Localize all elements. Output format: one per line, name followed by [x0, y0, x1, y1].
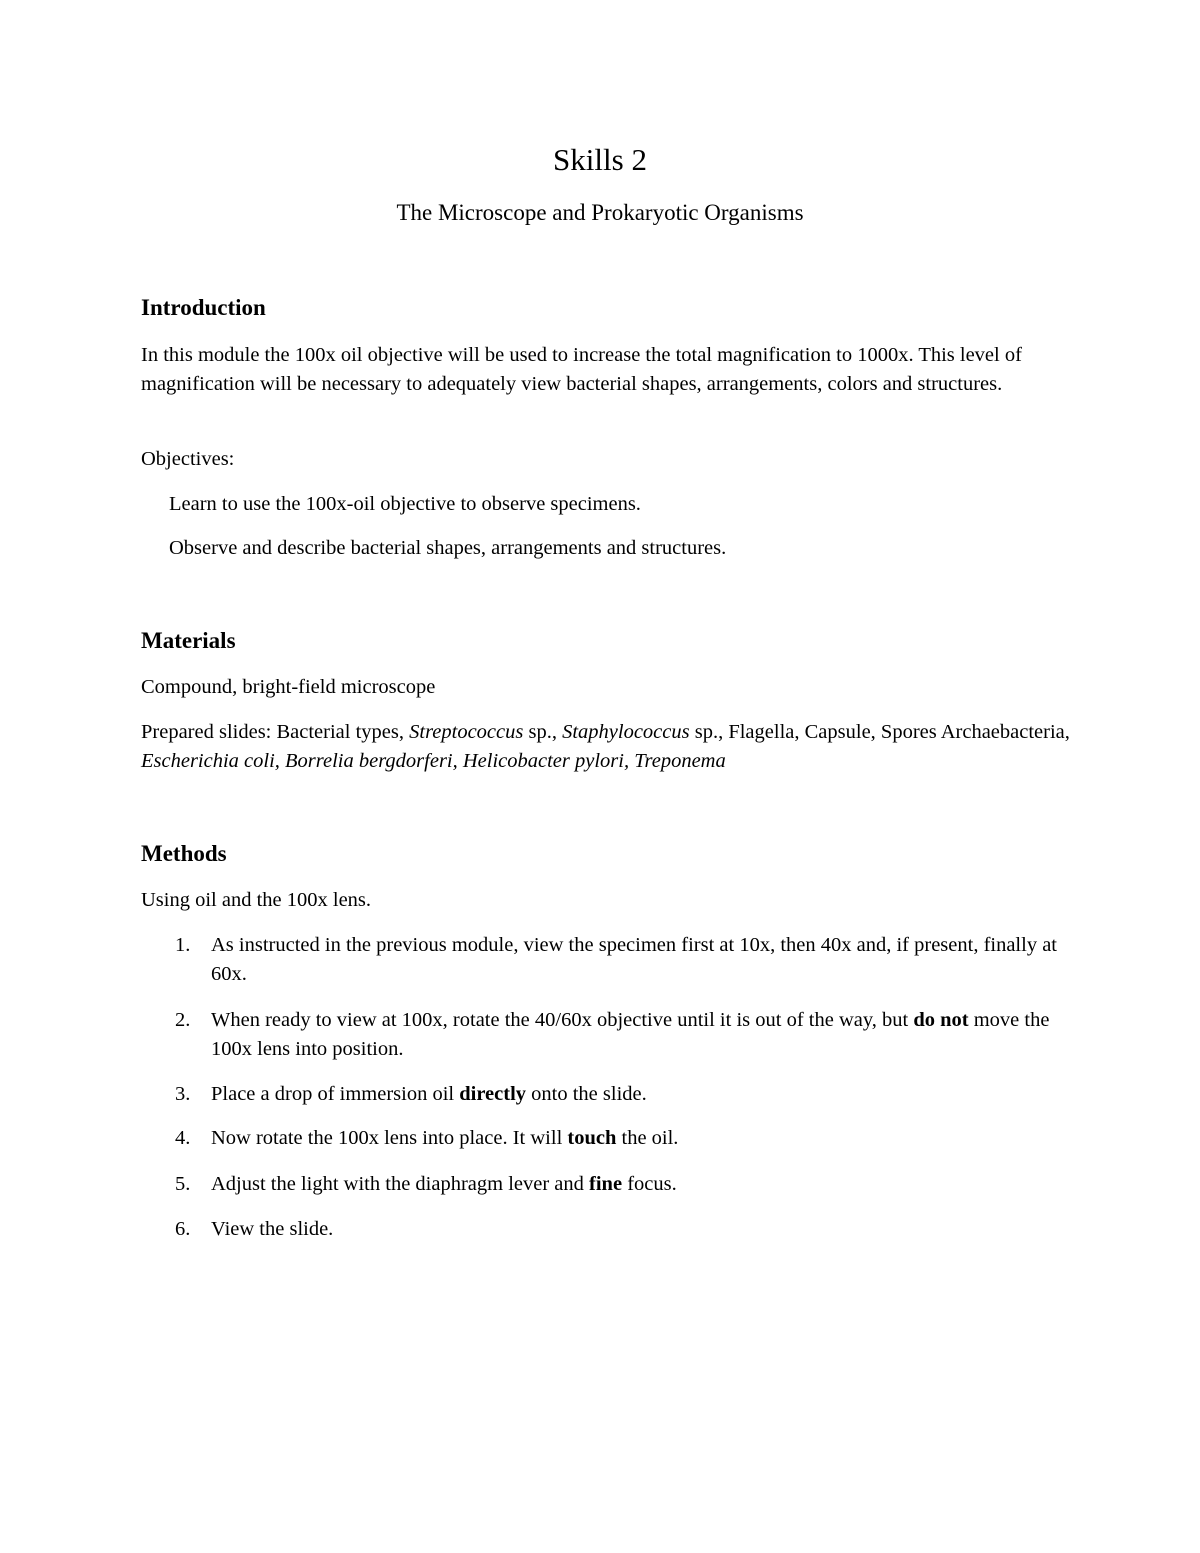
methods-heading: Methods: [141, 841, 227, 866]
step-text: [211, 1170, 1061, 1199]
materials-microscope: Compound, bright-field microscope: [141, 676, 436, 698]
organism-streptococcus: Streptococcus: [409, 721, 524, 743]
introduction-heading: Introduction: [141, 295, 266, 320]
step-text: [211, 1215, 1061, 1244]
step-text: [211, 1124, 1061, 1153]
slides-prefix: Prepared slides: Bacterial types,: [141, 721, 410, 743]
step-text-part: the oil.: [616, 1127, 679, 1149]
materials-slides: [141, 718, 1071, 776]
objectives-label: Objectives:: [141, 448, 235, 470]
step-text: [211, 931, 1061, 989]
step-text-part: Adjust the light with the diaphragm lever and: [211, 1173, 590, 1195]
step-number: 5.: [175, 1173, 191, 1195]
step-number: 3.: [175, 1083, 191, 1105]
step-text-part: onto the slide.: [526, 1083, 647, 1105]
materials-heading: Materials: [141, 628, 236, 653]
step-text-part: Place a drop of immersion oil: [211, 1083, 460, 1105]
step-text-part: Now rotate the 100x lens into place. It will: [211, 1127, 568, 1149]
document-subtitle: The Microscope and Prokaryotic Organisms: [396, 200, 804, 225]
step-text-part: As instructed in the previous module, view the specimen first at 10x, then 40x and, if present, finally at 60x.: [211, 934, 1057, 985]
step-text: [211, 1006, 1061, 1064]
organism-list: Escherichia coli, Borrelia bergdorferi, Helicobacter pylori, Treponema: [141, 750, 726, 772]
slides-list: sp., Flagella, Capsule, Spores Archaebacteria,: [689, 721, 1070, 743]
step-number: 4.: [175, 1127, 191, 1149]
step-emphasis: directly: [459, 1083, 527, 1105]
objective-item: Observe and describe bacterial shapes, arrangements and structures.: [169, 537, 727, 559]
step-text-part: When ready to view at 100x, rotate the 40/60x objective until it is out of the way, but: [211, 1009, 914, 1031]
slides-sp: sp.,: [523, 721, 563, 743]
step-text-part: View the slide.: [211, 1218, 334, 1240]
introduction-paragraph: In this module the 100x oil objective will be used to increase the total magnification to 1000x. This level of magnification will be necessary to adequately view bacterial shapes, arrangements, colors and structures.: [141, 344, 1022, 395]
organism-staphylococcus: Staphylococcus: [562, 721, 690, 743]
step-text: [211, 1080, 1061, 1109]
objective-item: Learn to use the 100x-oil objective to observe specimens.: [169, 493, 641, 515]
methods-intro: Using oil and the 100x lens.: [141, 889, 372, 911]
step-emphasis: do not: [913, 1009, 969, 1031]
step-number: 6.: [175, 1218, 191, 1240]
step-number: 1.: [175, 934, 191, 956]
step-emphasis: fine: [589, 1173, 623, 1195]
step-text-part: move the 100x lens into position.: [211, 1009, 1050, 1060]
step-emphasis: touch: [567, 1127, 617, 1149]
step-number: 2.: [175, 1009, 191, 1031]
document-title: Skills 2: [553, 142, 647, 177]
step-text-part: focus.: [622, 1173, 677, 1195]
